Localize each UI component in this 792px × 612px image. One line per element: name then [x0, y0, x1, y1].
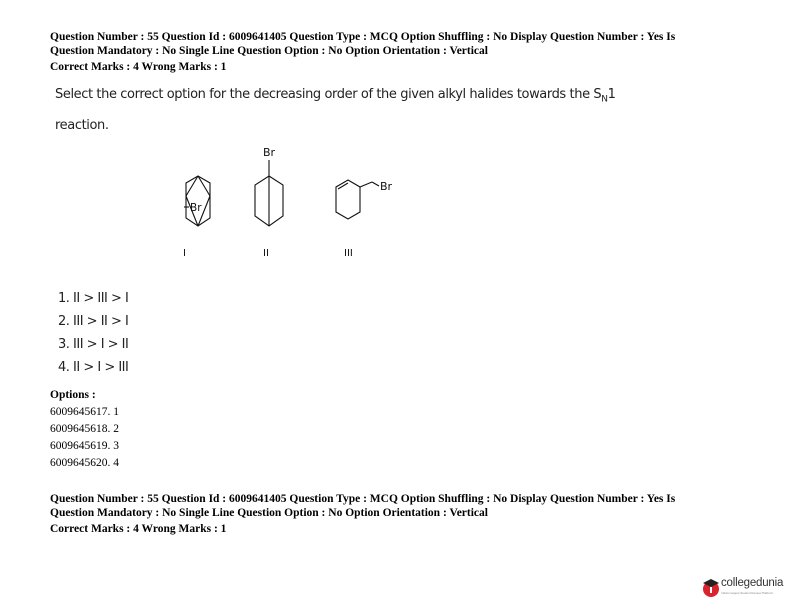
molecule-2-label: II — [263, 248, 269, 259]
choice-3: 3. III > I > II — [58, 337, 129, 352]
question-text — [55, 82, 655, 138]
question-text-suffix: 1 — [607, 87, 616, 102]
molecule-1-label: I — [183, 248, 186, 259]
graduation-cap-icon — [701, 576, 721, 600]
option-id-2: 6009645618. 2 — [50, 423, 119, 435]
logo-tagline: India's largest Student Review Platform — [721, 591, 774, 595]
option-id-3: 6009645619. 3 — [50, 440, 119, 452]
header2-line-2: Question Mandatory : No Single Line Question Option : No Option Orientation : Vertical — [50, 507, 488, 519]
header2-line-3: Correct Marks : 4 Wrong Marks : 1 — [50, 523, 227, 535]
answer-choices — [58, 287, 128, 379]
question-text-line2: reaction. — [55, 117, 109, 133]
options-list — [50, 387, 119, 472]
molecule-3-label: III — [344, 248, 353, 259]
molecule-2-br-label: Br — [263, 146, 276, 159]
choice-4: 4. II > I > III — [58, 360, 129, 375]
molecule-1 — [184, 176, 210, 226]
molecule-3 — [336, 180, 379, 219]
molecule-structures — [150, 138, 420, 268]
collegedunia-logo — [701, 574, 789, 602]
molecule-1-br-label: Br — [190, 202, 202, 214]
molecule-3-br-label: Br — [380, 180, 393, 193]
option-id-4: 6009645620. 4 — [50, 457, 119, 469]
question-header — [50, 30, 740, 74]
header-line-2: Question Mandatory : No Single Line Question Option : No Option Orientation : Vertical — [50, 45, 488, 57]
logo-name: collegedunia — [721, 577, 784, 589]
header2-line-1: Question Number : 55 Question Id : 6009641405 Question Type : MCQ Option Shuffling : No Display Question Number : Yes Is — [50, 493, 676, 505]
options-label: Options : — [50, 389, 96, 401]
question-header-2 — [50, 492, 740, 536]
question-text-main: Select the correct option for the decreasing order of the given alkyl halides towards the S — [55, 87, 602, 102]
question-subscript: N — [601, 94, 608, 105]
molecule-2 — [255, 160, 283, 226]
option-id-1: 6009645617. 1 — [50, 406, 119, 418]
header-line-3: Correct Marks : 4 Wrong Marks : 1 — [50, 61, 227, 73]
choice-1: 1. II > III > I — [58, 291, 129, 306]
header-line-1: Question Number : 55 Question Id : 6009641405 Question Type : MCQ Option Shuffling : No Display Question Number : Yes Is — [50, 31, 676, 43]
choice-2: 2. III > II > I — [58, 314, 129, 329]
